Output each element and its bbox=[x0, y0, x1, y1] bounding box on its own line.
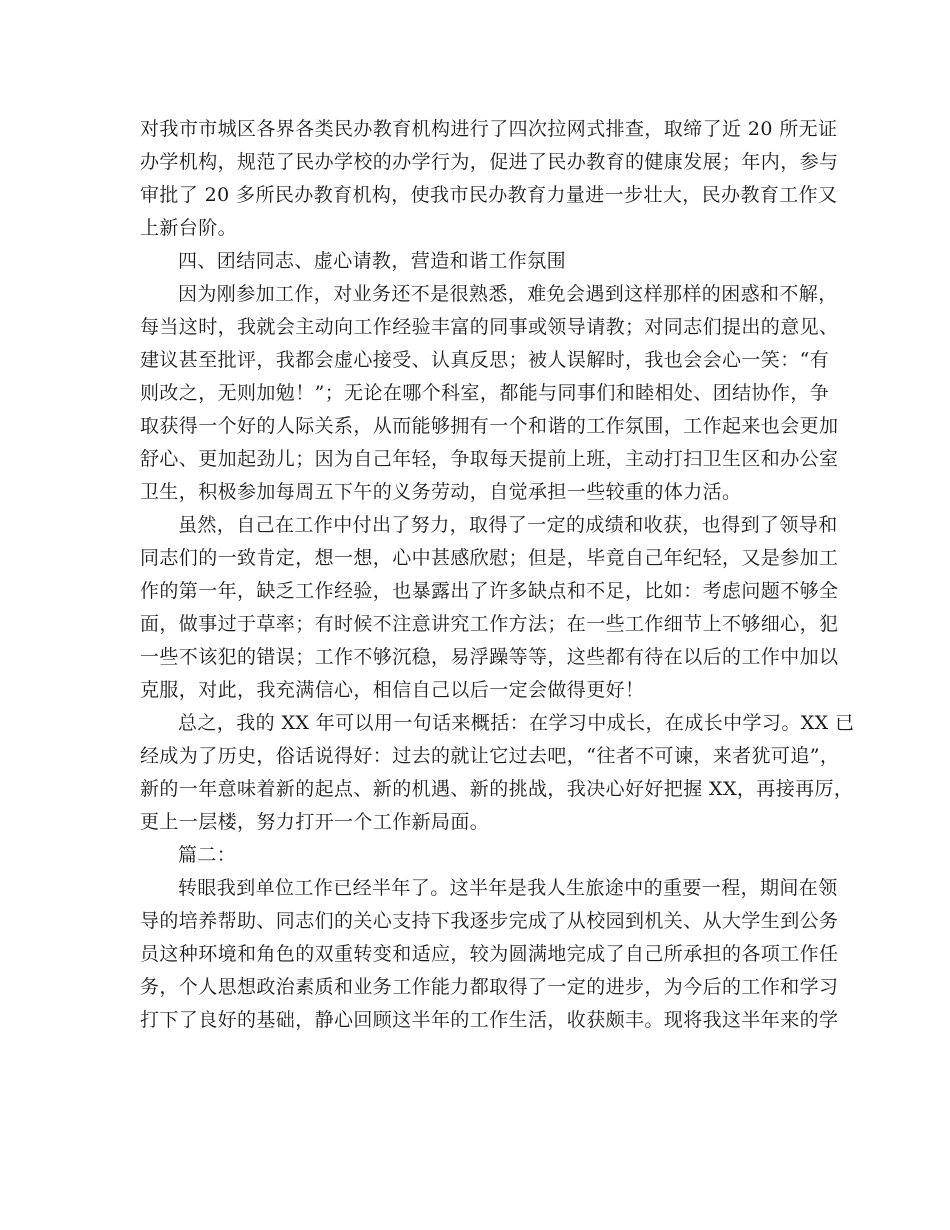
text-line: 建议甚至批评，我都会虚心接受、认真反思；被人误解时，我也会会心一笑：“有 bbox=[140, 349, 830, 371]
text-line: 对我市市城区各界各类民办教育机构进行了四次拉网式排查，取缔了近 20 所无证 bbox=[140, 118, 838, 140]
text-line: 导的培养帮助、同志们的关心支持下我逐步完成了从校园到机关、从大学生到公务 bbox=[140, 910, 839, 932]
text-line: 审批了 20 多所民办教育机构，使我市民办教育力量进一步壮大，民办教育工作又 bbox=[140, 184, 838, 206]
section-heading bbox=[140, 245, 820, 278]
paragraph bbox=[140, 509, 839, 707]
paragraph bbox=[140, 278, 839, 509]
paragraph-continuation bbox=[140, 113, 839, 245]
text-line: 取获得一个好的人际关系，从而能够拥有一个和谐的工作氛围，工作起来也会更加 bbox=[140, 415, 839, 437]
section-heading bbox=[140, 839, 820, 872]
text-line: 员这种环境和角色的双重转变和适应，较为圆满地完成了自己所承担的各项工作任 bbox=[140, 943, 839, 965]
heading-text: 四、团结同志、虚心请教，营造和谐工作氛围 bbox=[178, 250, 567, 272]
text-line: 总之，我的 XX 年可以用一句话来概括：在学习中成长，在成长中学习。XX 已 bbox=[178, 712, 855, 734]
text-line: 同志们的一致肯定，想一想，心中甚感欣慰；但是，毕竟自己年纪轻，又是参加工 bbox=[140, 547, 839, 569]
text-line: 每当这时，我就会主动向工作经验丰富的同事或领导请教；对同志们提出的意见、 bbox=[140, 316, 839, 338]
text-line: 虽然，自己在工作中付出了努力，取得了一定的成绩和收获，也得到了领导和 bbox=[178, 514, 838, 536]
text-line: 则改之，无则加勉！”；无论在哪个科室，都能与同事们和睦相处、团结协作，争 bbox=[140, 382, 830, 404]
heading-text: 篇二： bbox=[178, 844, 237, 866]
text-line: 打下了良好的基础，静心回顾这半年的工作生活，收获颇丰。现将我这半年来的学 bbox=[140, 1009, 839, 1031]
text-line: 上新台阶。 bbox=[140, 217, 238, 239]
paragraph bbox=[140, 872, 839, 1037]
text-line: 因为刚参加工作，对业务还不是很熟悉，难免会遇到这样那样的困惑和不解， bbox=[178, 283, 838, 305]
text-line: 更上一层楼，努力打开一个工作新局面。 bbox=[140, 811, 490, 833]
text-line: 转眼我到单位工作已经半年了。这半年是我人生旅途中的重要一程，期间在领 bbox=[178, 877, 838, 899]
text-line: 面，做事过于草率；有时候不注意讲究工作方法；在一些工作细节上不够细心，犯 bbox=[140, 613, 839, 635]
text-line: 一些不该犯的错误；工作不够沉稳，易浮躁等等，这些都有待在以后的工作中加以 bbox=[140, 646, 839, 668]
text-line: 克服，对此，我充满信心，相信自己以后一定会做得更好！ bbox=[140, 679, 645, 701]
text-line: 舒心、更加起劲儿；因为自己年轻，争取每天提前上班，主动打扫卫生区和办公室 bbox=[140, 448, 839, 470]
paragraph bbox=[140, 707, 855, 839]
text-line: 卫生，积极参加每周五下午的义务劳动，自觉承担一些较重的体力活。 bbox=[140, 481, 742, 503]
text-line: 务，个人思想政治素质和业务工作能力都取得了一定的进步，为今后的工作和学习 bbox=[140, 976, 839, 998]
text-line: 作的第一年，缺乏工作经验，也暴露出了许多缺点和不足，比如：考虑问题不够全 bbox=[140, 580, 839, 602]
text-line: 办学机构，规范了民办学校的办学行为，促进了民办教育的健康发展；年内，参与 bbox=[140, 151, 839, 173]
text-line: 经成为了历史，俗话说得好：过去的就让它过去吧，“往者不可谏，来者犹可追”， bbox=[140, 745, 840, 767]
text-line: 新的一年意味着新的起点、新的机遇、新的挑战，我决心好好把握 XX，再接再厉， bbox=[140, 778, 854, 800]
document-page bbox=[140, 113, 855, 1037]
